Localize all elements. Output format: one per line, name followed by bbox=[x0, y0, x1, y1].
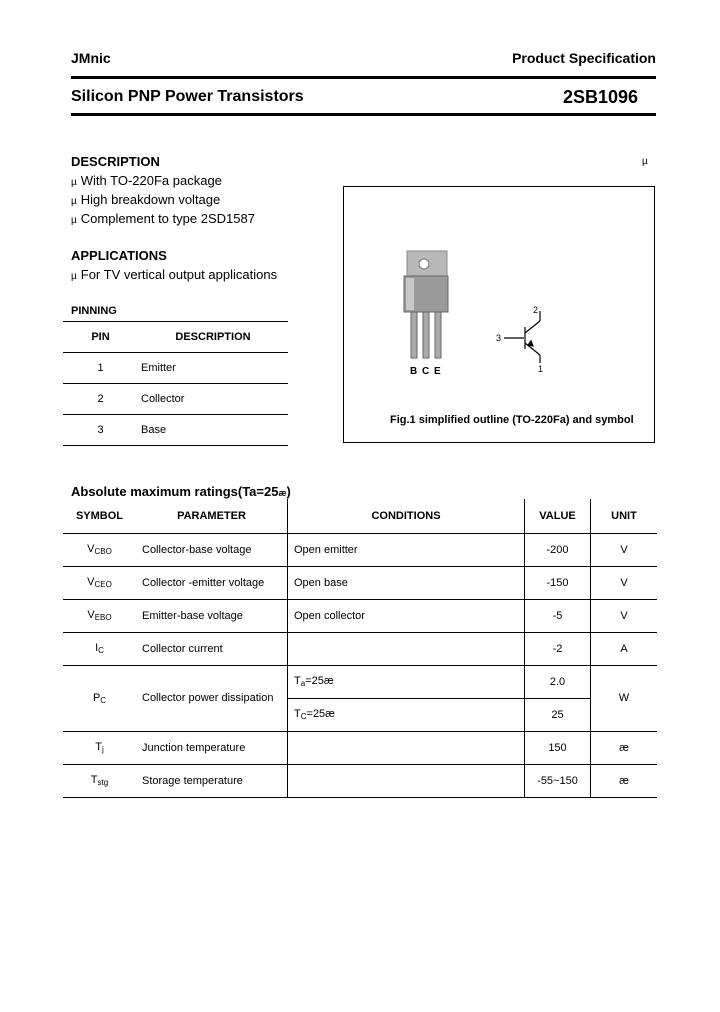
conditions-cell bbox=[288, 632, 525, 665]
table-row bbox=[63, 731, 657, 764]
bullet-mark: µ bbox=[71, 271, 77, 282]
parameter-column-header: PARAMETER bbox=[136, 499, 288, 533]
value-cell: -200 bbox=[525, 533, 591, 566]
pin-number: 1 bbox=[63, 353, 138, 384]
lead-labels: B C E bbox=[410, 366, 442, 377]
description-item bbox=[71, 192, 220, 207]
parameter-cell: Collector power dissipation bbox=[136, 665, 288, 731]
pin-description: Base bbox=[138, 415, 288, 446]
ratings-title-close: ) bbox=[286, 484, 291, 499]
table-row bbox=[63, 353, 288, 384]
value-cell: -55~150 bbox=[525, 764, 591, 797]
table-row bbox=[63, 764, 657, 797]
figure-caption: Fig.1 simplified outline (TO-220Fa) and symbol bbox=[390, 414, 634, 426]
unit-cell: æ bbox=[591, 764, 658, 797]
value-cell: -2 bbox=[525, 632, 591, 665]
description-heading: DESCRIPTION bbox=[71, 154, 160, 169]
symbol-cell: $V_{EBO}$ bbox=[63, 599, 136, 632]
table-row bbox=[63, 533, 657, 566]
transistor-outline-figure bbox=[344, 187, 654, 442]
pinning-header-row bbox=[63, 322, 288, 353]
table-row bbox=[63, 384, 288, 415]
value-cell: -150 bbox=[525, 566, 591, 599]
parameter-cell: Collector current bbox=[136, 632, 288, 665]
description-item-text: Complement to type 2SD1587 bbox=[80, 211, 255, 226]
bullet-mark: µ bbox=[71, 215, 77, 226]
applications-item-text: For TV vertical output applications bbox=[80, 267, 278, 282]
pin-label-base: 3 bbox=[496, 333, 502, 343]
description-item-text: High breakdown voltage bbox=[80, 192, 221, 207]
conditions-cell: Open base bbox=[288, 566, 525, 599]
pinning-heading: PINNING bbox=[71, 305, 117, 317]
table-row bbox=[63, 566, 657, 599]
ratings-table bbox=[63, 499, 657, 798]
company-name: JMnic bbox=[71, 50, 111, 66]
part-number: 2SB1096 bbox=[562, 87, 638, 107]
conditions-cell bbox=[288, 764, 525, 797]
unit-cell: V bbox=[591, 566, 658, 599]
table-row bbox=[63, 665, 657, 698]
symbol-cell: $P_C$ bbox=[63, 665, 136, 731]
conditions-cell: Open emitter bbox=[288, 533, 525, 566]
parameter-cell: Junction temperature bbox=[136, 731, 288, 764]
document-title: Silicon PNP Power Transistors bbox=[71, 88, 304, 105]
pin-label-collector: 2 bbox=[533, 305, 539, 315]
pin-label-emitter: 1 bbox=[538, 364, 544, 374]
table-row bbox=[63, 599, 657, 632]
figure-box bbox=[343, 186, 655, 443]
description-item bbox=[71, 173, 222, 188]
unit-cell: æ bbox=[591, 731, 658, 764]
conditions-cell bbox=[288, 731, 525, 764]
value-cell: 150 bbox=[525, 731, 591, 764]
corner-mark: µ bbox=[642, 156, 648, 167]
symbol-cell: $T_{stg}$ bbox=[63, 764, 136, 797]
description-item bbox=[71, 211, 255, 226]
symbol-cell: $V_{CBO}$ bbox=[63, 533, 136, 566]
applications-item bbox=[71, 267, 277, 282]
unit-cell: W bbox=[591, 665, 658, 731]
unit-cell: V bbox=[591, 599, 658, 632]
unit-cell: V bbox=[591, 533, 658, 566]
parameter-cell: Emitter-base voltage bbox=[136, 599, 288, 632]
symbol-cell: $V_{CEO}$ bbox=[63, 566, 136, 599]
symbol-column-header: SYMBOL bbox=[63, 499, 136, 533]
header-rule-top bbox=[71, 76, 656, 79]
parameter-cell: Collector -emitter voltage bbox=[136, 566, 288, 599]
pin-number: 2 bbox=[63, 384, 138, 415]
table-row bbox=[63, 632, 657, 665]
pin-column-header: PIN bbox=[63, 322, 138, 353]
table-row bbox=[63, 415, 288, 446]
bullet-mark: µ bbox=[71, 196, 77, 207]
pin-description: Emitter bbox=[138, 353, 288, 384]
parameter-cell: Collector-base voltage bbox=[136, 533, 288, 566]
value-cell: -5 bbox=[525, 599, 591, 632]
symbol-cell: $T_j$ bbox=[63, 731, 136, 764]
pnp-symbol bbox=[504, 311, 540, 363]
spec-label: Product Specification bbox=[512, 50, 656, 66]
bullet-mark: µ bbox=[71, 177, 77, 188]
conditions-cell: $T_a=25æ$ bbox=[288, 665, 525, 698]
degree-mark: æ bbox=[278, 488, 287, 498]
pin-description: Collector bbox=[138, 384, 288, 415]
conditions-cell: $T_C=25æ$ bbox=[288, 698, 525, 731]
pin-desc-column-header: DESCRIPTION bbox=[138, 322, 288, 353]
conditions-column-header: CONDITIONS bbox=[288, 499, 525, 533]
applications-heading: APPLICATIONS bbox=[71, 248, 167, 263]
conditions-cell: Open collector bbox=[288, 599, 525, 632]
pinning-table bbox=[63, 321, 288, 446]
ratings-header-row bbox=[63, 499, 657, 533]
pin-number: 3 bbox=[63, 415, 138, 446]
description-item-text: With TO-220Fa package bbox=[80, 173, 222, 188]
value-cell: 2.0 bbox=[525, 665, 591, 698]
parameter-cell: Storage temperature bbox=[136, 764, 288, 797]
to220fa-package-image bbox=[404, 251, 448, 358]
header-rule-bottom bbox=[71, 113, 656, 116]
ratings-title-text: Absolute maximum ratings(Ta=25 bbox=[71, 484, 279, 499]
ratings-title bbox=[71, 484, 291, 499]
symbol-cell: $I_C$ bbox=[63, 632, 136, 665]
value-column-header: VALUE bbox=[525, 499, 591, 533]
unit-cell: A bbox=[591, 632, 658, 665]
unit-column-header: UNIT bbox=[591, 499, 658, 533]
value-cell: 25 bbox=[525, 698, 591, 731]
